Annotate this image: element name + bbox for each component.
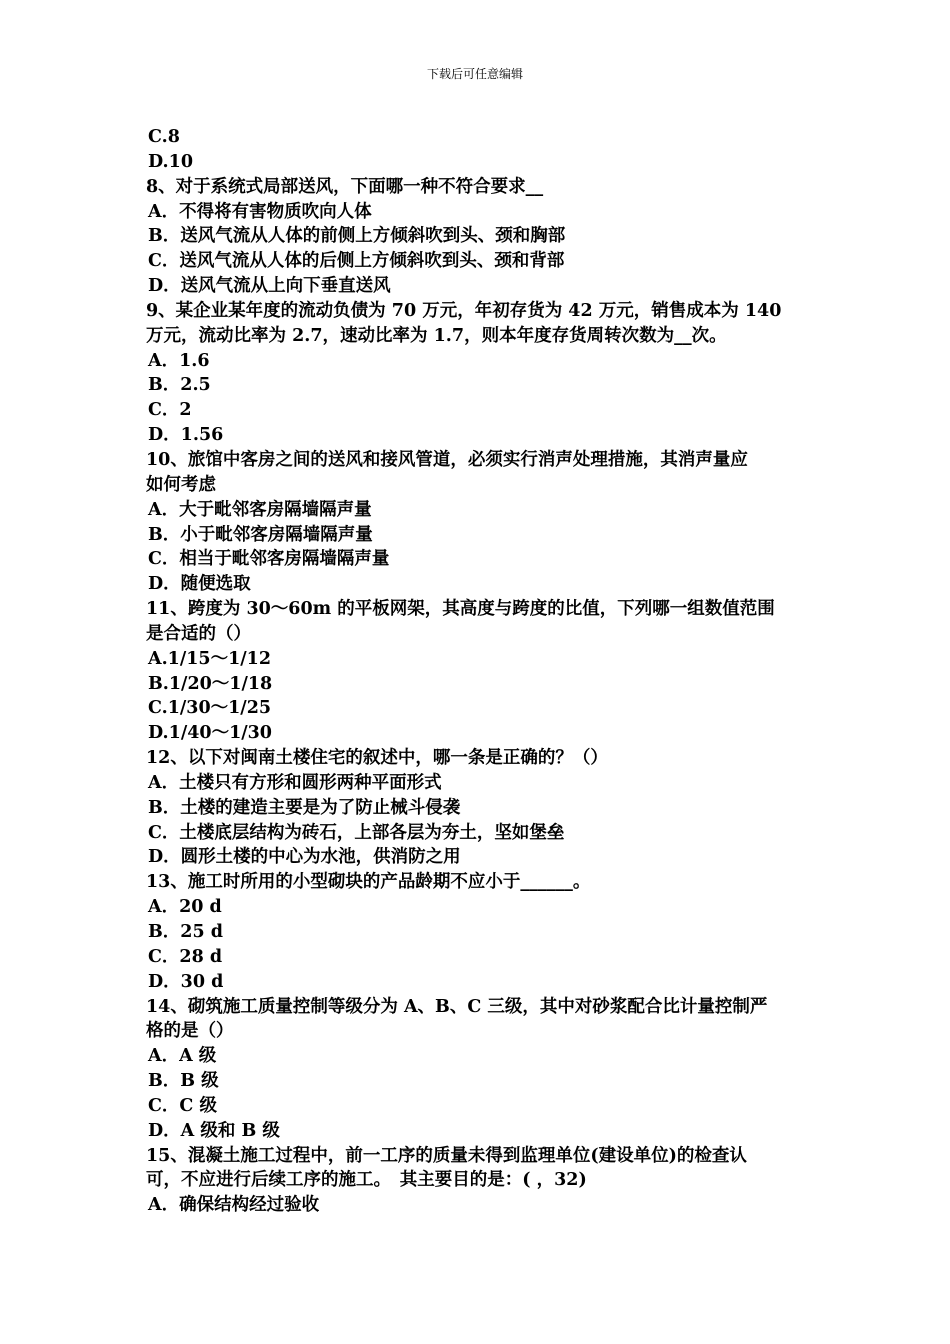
answer-option: A.1/15～1/12 bbox=[148, 648, 272, 669]
question-text: 12、以下对闽南土楼住宅的叙述中，哪一条是正确的？（） bbox=[146, 748, 608, 769]
answer-option: A．不得将有害物质吹向人体 bbox=[148, 201, 372, 222]
document-body bbox=[146, 125, 816, 1218]
answer-option: B．土楼的建造主要是为了防止械斗侵袭 bbox=[148, 797, 461, 818]
answer-option: C．C 级 bbox=[148, 1095, 217, 1116]
question-text: 格的是（） bbox=[146, 1021, 234, 1042]
answer-option: C.8 bbox=[148, 127, 180, 147]
answer-option: D.1/40～1/30 bbox=[148, 723, 272, 744]
answer-option: B．2.5 bbox=[148, 375, 211, 396]
question-text: 如何考虑 bbox=[146, 474, 216, 495]
question-text: 11、跨度为 30～60m 的平板网架，其高度与跨度的比值，下列哪一组数值范围 bbox=[146, 599, 775, 620]
answer-option: B．小于毗邻客房隔墙隔声量 bbox=[148, 524, 373, 545]
answer-option: D．圆形土楼的中心为水池，供消防之用 bbox=[148, 847, 461, 868]
answer-option: D．随便选取 bbox=[148, 574, 251, 595]
answer-option: A．土楼只有方形和圆形两种平面形式 bbox=[148, 772, 442, 793]
answer-option: D．A 级和 B 级 bbox=[148, 1120, 280, 1141]
answer-option: A．20 d bbox=[148, 897, 222, 918]
answer-option: A．大于毗邻客房隔墙隔声量 bbox=[148, 499, 372, 520]
question-text: 13、施工时所用的小型砌块的产品龄期不应小于______。 bbox=[146, 872, 591, 893]
answer-option: C．2 bbox=[148, 400, 192, 421]
question-text: 是合适的（） bbox=[146, 623, 251, 644]
question-text: 万元，流动比率为 2.7，速动比率为 1.7，则本年度存货周转次数为__次。 bbox=[146, 325, 727, 346]
answer-option: C．土楼底层结构为砖石，上部各层为夯土，坚如堡垒 bbox=[148, 822, 565, 843]
answer-option: B.1/20～1/18 bbox=[148, 673, 273, 694]
answer-option: B．B 级 bbox=[148, 1071, 219, 1092]
question-text: 可，不应进行后续工序的施工。 其主要目的是：( ，32) bbox=[146, 1170, 587, 1191]
answer-option: D．1.56 bbox=[148, 425, 224, 446]
answer-option: C．送风气流从人体的后侧上方倾斜吹到头、颈和背部 bbox=[148, 251, 565, 272]
question-text: 8、对于系统式局部送风，下面哪一种不符合要求__ bbox=[146, 176, 544, 197]
answer-option: B．25 d bbox=[148, 922, 223, 942]
answer-option: B．送风气流从人体的前侧上方倾斜吹到头、颈和胸部 bbox=[148, 226, 566, 247]
answer-option: D．30 d bbox=[148, 971, 224, 992]
answer-option: C．28 d bbox=[148, 946, 223, 967]
answer-option: C．相当于毗邻客房隔墙隔声量 bbox=[148, 549, 390, 570]
answer-option: C.1/30～1/25 bbox=[148, 698, 272, 719]
question-text: 14、砌筑施工质量控制等级分为 A、B、C 三级，其中对砂浆配合比计量控制严 bbox=[146, 996, 768, 1017]
question-text: 9、某企业某年度的流动负债为 70 万元，年初存货为 42 万元，销售成本为 140 bbox=[146, 300, 782, 321]
answer-option: A．1.6 bbox=[148, 350, 210, 371]
page-header: 下载后可任意编辑 bbox=[426, 67, 523, 81]
answer-option: D.10 bbox=[148, 151, 193, 172]
answer-option: A．确保结构经过验收 bbox=[148, 1195, 320, 1216]
answer-option: D．送风气流从上向下垂直送风 bbox=[148, 276, 391, 297]
question-text: 10、旅馆中客房之间的送风和接风管道，必须实行消声处理措施，其消声量应 bbox=[146, 449, 748, 470]
answer-option: A．A 级 bbox=[148, 1046, 217, 1067]
question-text: 15、混凝土施工过程中，前一工序的质量未得到监理单位(建设单位)的检查认 bbox=[146, 1145, 747, 1166]
